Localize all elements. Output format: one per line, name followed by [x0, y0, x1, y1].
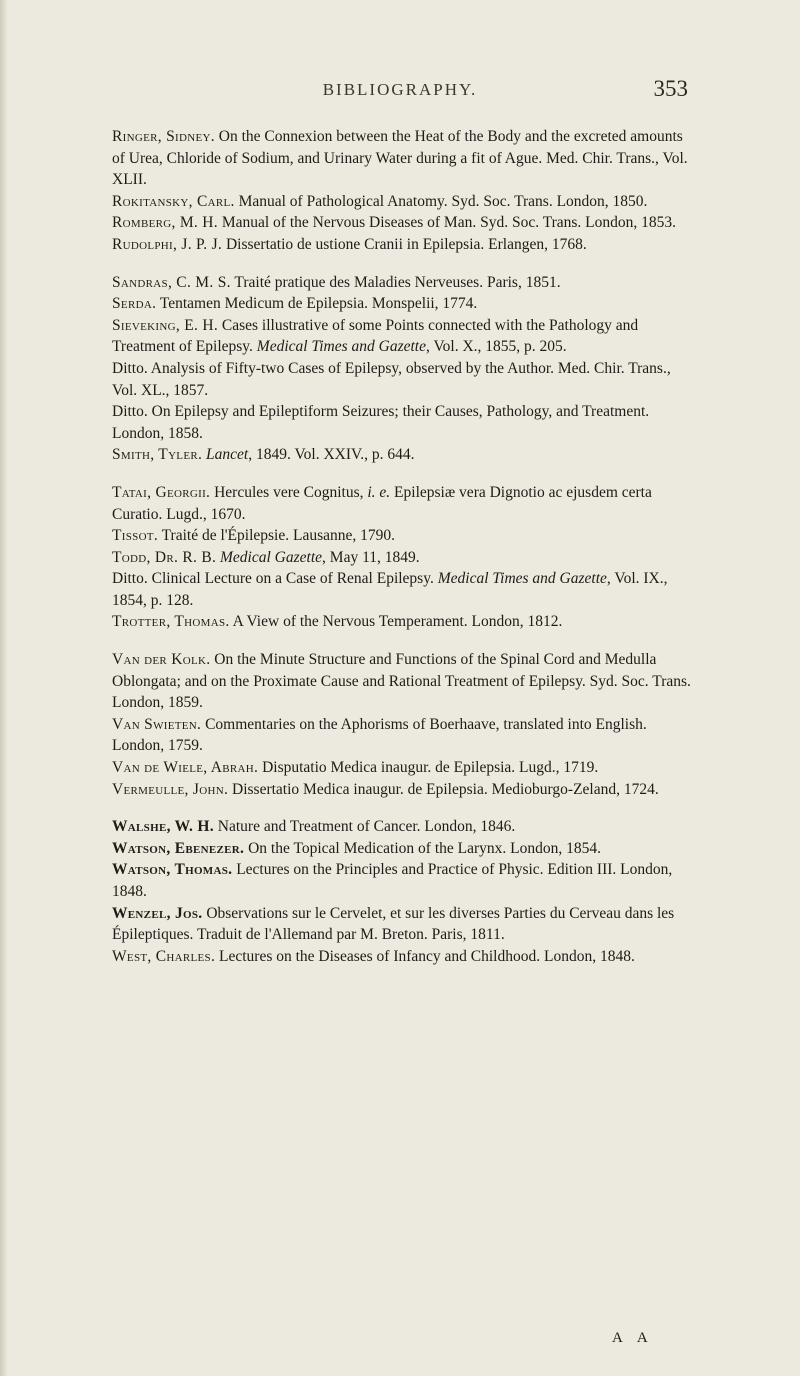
running-title: BIBLIOGRAPHY. [322, 80, 478, 99]
entry-text: , Vol. X., 1855, p. 205. [425, 338, 567, 356]
entry-author: Van Swieten. [112, 715, 202, 733]
entry-text: On the Connexion between the Heat of the Body and the excreted amounts of Urea, Chloride of Sodium, and Urinary Water during a fit of Ague. Med. Chir. Trans., Vol. XLII. [112, 128, 688, 189]
page-header [112, 76, 688, 110]
entry-text: Dissertatio Medica inaugur. de Epilepsia. Medioburgo-Zeland, 1724. [228, 780, 659, 798]
entry-author: Vermeulle, John. [112, 780, 229, 798]
entry-author: Walshe, W. H. [112, 818, 214, 836]
bibliography-entry [112, 611, 694, 633]
bibliography-entry [112, 838, 694, 860]
entry-text: Disputatio Medica inaugur. de Epilepsia. Lugd., 1719. [258, 759, 599, 777]
bibliography-entry [112, 401, 694, 444]
entry-author: Ditto. [112, 359, 148, 377]
bibliography-entry [112, 358, 694, 401]
entry-text: Commentaries on the Aphorisms of Boerhaave, translated into English. London, 1759. [112, 715, 647, 755]
bibliography-entry [112, 816, 694, 838]
entry-text: Tentamen Medicum de Epilepsia. Monspelii, 1774. [156, 295, 478, 313]
entry-text: Manual of Pathological Anatomy. Syd. Soc. Trans. London, 1850. [234, 192, 648, 210]
entry-author: Smith, Tyler. [112, 446, 203, 464]
entry-author: West, Charles. [112, 947, 216, 965]
entry-author: Serda. [112, 295, 157, 313]
entry-journal-title: Medical Times and Gazette [437, 570, 607, 588]
entry-author: Ringer, Sidney. [112, 128, 215, 145]
bibliography-entry [112, 444, 694, 466]
entry-author: Van der Kolk. [112, 651, 211, 669]
entry-text: Lectures on the Principles and Practice of Physic. Edition III. London, 1848. [112, 861, 673, 900]
bibliography-entry [112, 649, 694, 714]
entry-author: Watson, Thomas. [112, 861, 233, 879]
entry-text: Observations sur le Cervelet, et sur les diverses Parties du Cerveau dans les Épileptiques. Traduit de l'Allemand par M. Breton. Paris, 1811. [112, 904, 675, 944]
entry-author: Wenzel, Jos. [112, 904, 203, 922]
bibliography-entry [112, 212, 694, 234]
entry-author: Rokitansky, Carl. [112, 192, 235, 210]
entry-journal-title: Medical Times and Gazette [256, 338, 426, 356]
bibliography-entry [112, 547, 694, 569]
bibliography-entry [112, 191, 694, 213]
entry-text: Lectures on the Diseases of Infancy and Childhood. London, 1848. [215, 947, 635, 965]
bibliography-group [112, 816, 694, 967]
entry-text: Nature and Treatment of Cancer. London, 1846. [213, 818, 516, 836]
entry-text: Traité pratique des Maladies Nerveuses. Paris, 1851. [230, 273, 561, 291]
entry-text: Cases illustrative of some Points connected with the Pathology and Treatment of Epilepsy. [112, 316, 639, 356]
entry-journal-title: Lancet [206, 446, 249, 464]
entry-author: Todd, Dr. R. B. [112, 548, 217, 566]
bibliography-entry [112, 779, 694, 801]
bibliography-group [112, 482, 694, 633]
bibliography-entry [112, 859, 694, 902]
entry-text: On Epilepsy and Epileptiform Seizures; their Causes, Pathology, and Treatment. London, 1858. [112, 403, 650, 442]
entry-text: Clinical Lecture on a Case of Renal Epilepsy. [147, 570, 438, 588]
entry-journal-title: i. e. [367, 483, 391, 501]
entry-author: Ditto. [112, 403, 148, 421]
bibliography-entry [112, 315, 694, 358]
entry-text: Epilepsiæ vera Dignotio ac ejusdem certa Curatio. Lugd., 1670. [112, 483, 652, 523]
signature-mark: A A [612, 1330, 654, 1346]
entry-text: On the Topical Medication of the Larynx. London, 1854. [244, 839, 601, 857]
entry-text: Traité de l'Épilepsie. Lausanne, 1790. [158, 527, 395, 545]
bibliography-group [112, 126, 694, 256]
entry-text: Hercules vere Cognitus, [210, 483, 368, 501]
page-binding-edge [0, 0, 8, 1376]
entry-text: Dissertatio de ustione Cranii in Epilepsia. Erlangen, 1768. [222, 235, 587, 253]
bibliography-entry [112, 272, 694, 294]
bibliography-entry [112, 757, 694, 779]
entry-text: , May 11, 1849. [322, 548, 420, 566]
entry-journal-title: Medical Gazette [220, 548, 323, 566]
entry-text: A View of the Nervous Temperament. London, 1812. [229, 613, 563, 631]
bibliography-entry [112, 234, 694, 256]
entry-author: Trotter, Thomas. [112, 613, 230, 631]
bibliography-entry [112, 525, 694, 547]
entry-author: Van de Wiele, Abrah. [112, 759, 259, 777]
bibliography-entry [112, 293, 694, 315]
entry-text: , 1849. Vol. XXIV., p. 644. [248, 446, 415, 464]
bibliography-entry [112, 714, 694, 757]
bibliography-entry [112, 126, 694, 191]
entry-author: Sandras, C. M. S. [112, 273, 231, 291]
bibliography-entry [112, 482, 694, 525]
entry-text: On the Minute Structure and Functions of the Spinal Cord and Medulla Oblongata; and on the Proximate Cause and Rational Treatment of Epilepsy. Syd. Soc. Trans. London, 1859. [112, 651, 691, 712]
bibliography-list [112, 126, 694, 983]
entry-author: Sieveking, E. H. [112, 316, 218, 334]
page-number: 353 [653, 76, 688, 101]
entry-text: Manual of the Nervous Diseases of Man. Syd. Soc. Trans. London, 1853. [217, 214, 677, 232]
bibliography-group [112, 649, 694, 800]
entry-author: Ditto. [112, 570, 148, 588]
entry-author: Tatai, Georgii. [112, 483, 211, 501]
bibliography-entry [112, 568, 694, 611]
entry-text: Analysis of Fifty-two Cases of Epilepsy, observed by the Author. Med. Chir. Trans., Vol. XL., 1857. [112, 359, 671, 399]
entry-text: , Vol. IX., 1854, p. 128. [112, 570, 668, 609]
bibliography-entry [112, 946, 694, 968]
entry-author: Tissot. [112, 527, 159, 545]
entry-author: Rudolphi, J. P. J. [112, 235, 223, 253]
entry-author: Watson, Ebenezer. [112, 839, 245, 857]
bibliography-group [112, 272, 694, 466]
entry-author: Romberg, M. H. [112, 214, 218, 232]
bibliography-entry [112, 903, 694, 946]
